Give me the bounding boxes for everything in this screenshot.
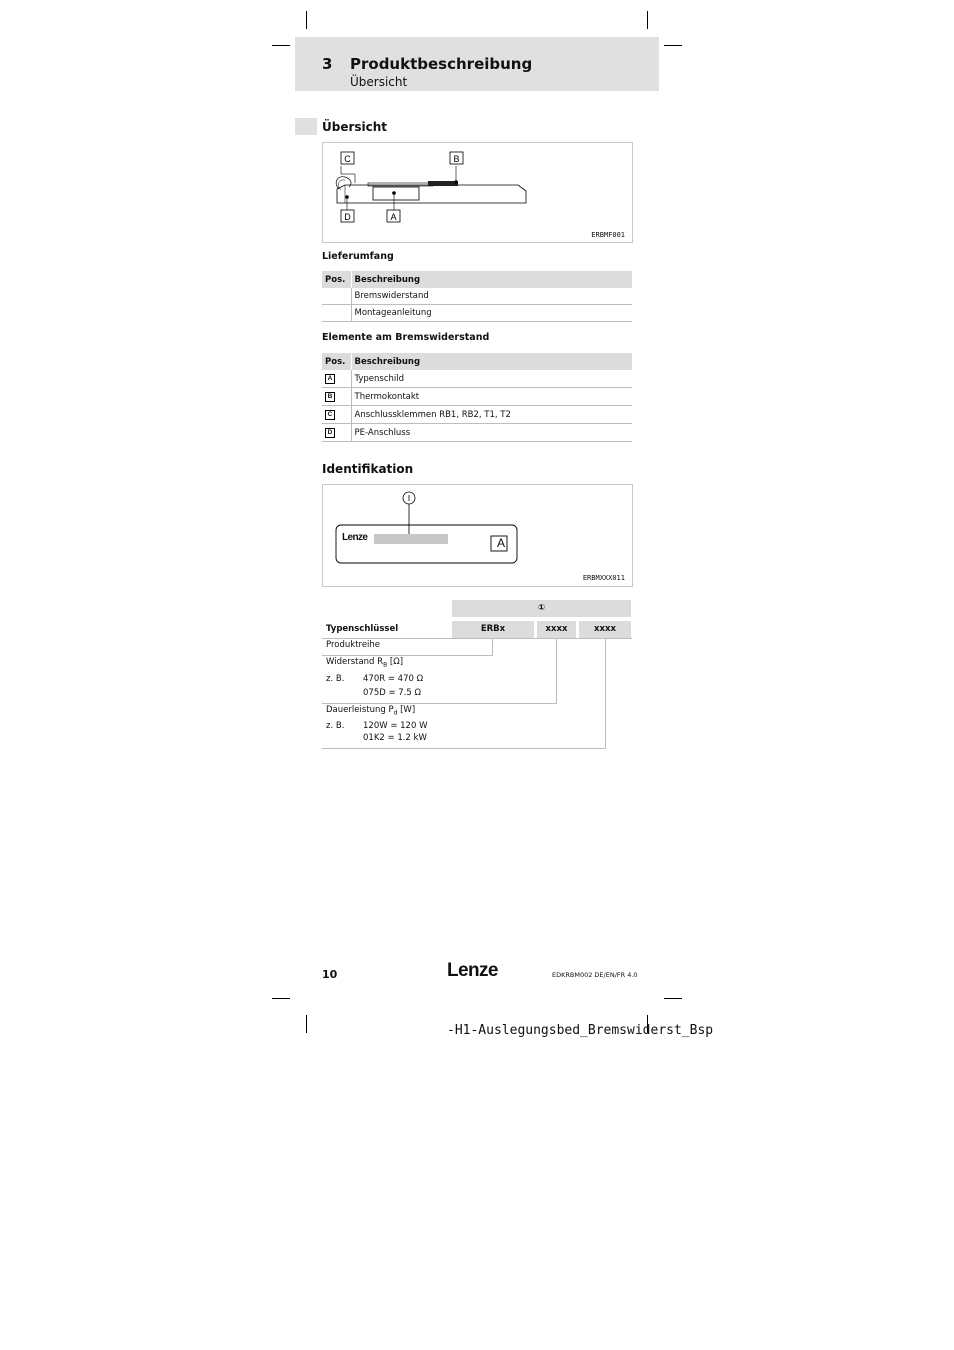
desc-cell: PE-Anschluss bbox=[351, 424, 632, 442]
desc-cell: Anschlussklemmen RB1, RB2, T1, T2 bbox=[351, 406, 632, 424]
pos-cell bbox=[322, 288, 351, 305]
delivery-table bbox=[322, 271, 632, 322]
desc-cell: Bremswiderstand bbox=[351, 288, 632, 305]
resistance-example-1: 470R = 470 Ω bbox=[363, 674, 424, 684]
col-xxxx-1: xxxx bbox=[537, 621, 576, 638]
identification-figure bbox=[322, 484, 633, 587]
plate-label-a: A bbox=[496, 536, 505, 550]
crop-mark bbox=[272, 45, 290, 46]
type-code-label: Typenschlüssel bbox=[326, 624, 399, 634]
table-row bbox=[322, 305, 632, 322]
crop-mark bbox=[272, 998, 290, 999]
pos-c-box: C bbox=[325, 410, 335, 420]
product-series: Produktreihe bbox=[326, 640, 381, 650]
identification-title: Identifikation bbox=[322, 462, 414, 476]
label-b: B bbox=[453, 154, 460, 164]
plate-brand-logo: Lenze bbox=[342, 532, 368, 543]
label-c: C bbox=[344, 154, 351, 164]
table-header bbox=[322, 271, 632, 288]
crop-mark bbox=[306, 1015, 307, 1033]
overview-title: Übersicht bbox=[322, 120, 388, 134]
table-row bbox=[322, 288, 632, 305]
lenze-logo: Lenze bbox=[447, 960, 498, 981]
power-example-1: 120W = 120 W bbox=[363, 721, 428, 731]
type-code-callout: ① bbox=[452, 600, 631, 617]
chapter-title: Produktbeschreibung bbox=[350, 55, 533, 73]
bracket-line bbox=[492, 639, 493, 656]
resistance-label: Widerstand $R_B$ [Ω] bbox=[326, 657, 404, 669]
col-desc: Beschreibung bbox=[351, 353, 632, 370]
resistance-example-2: 075D = 7.5 Ω bbox=[363, 688, 422, 698]
crop-mark bbox=[664, 998, 682, 999]
col-xxxx-2: xxxx bbox=[579, 621, 631, 638]
bracket-line bbox=[556, 639, 557, 704]
pos-d-box: D bbox=[325, 428, 335, 438]
label-a: A bbox=[390, 212, 397, 222]
chapter-subtitle: Übersicht bbox=[350, 75, 408, 89]
desc-cell: Thermokontakt bbox=[351, 388, 632, 406]
elements-title: Elemente am Bremswiderstand bbox=[322, 332, 490, 343]
header-rule bbox=[322, 638, 632, 639]
table-row bbox=[322, 424, 632, 442]
elements-table bbox=[322, 353, 632, 442]
col-pos: Pos. bbox=[322, 353, 351, 370]
bracket-line bbox=[322, 703, 557, 704]
power-label: Dauerleistung $P_d$ [W] bbox=[326, 705, 416, 717]
example-prefix: z. B. bbox=[326, 674, 345, 684]
table-row bbox=[322, 406, 632, 424]
figure-code: ERBMF001 bbox=[591, 231, 625, 239]
section-marker bbox=[295, 118, 317, 135]
overview-figure bbox=[322, 142, 633, 243]
file-name: -H1-Auslegungsbed_Bremswiderst_Bsp bbox=[447, 1023, 714, 1038]
table-header bbox=[322, 353, 632, 370]
bracket-line bbox=[605, 639, 606, 749]
crop-mark bbox=[664, 45, 682, 46]
col-desc: Beschreibung bbox=[351, 271, 632, 288]
col-pos: Pos. bbox=[322, 271, 351, 288]
bracket-line bbox=[322, 655, 493, 656]
crop-mark bbox=[647, 11, 648, 29]
bracket-line bbox=[322, 748, 606, 749]
brake-resistor-drawing bbox=[323, 143, 632, 242]
delivery-title: Lieferumfang bbox=[322, 251, 394, 262]
pos-b-box: B bbox=[325, 392, 335, 402]
desc-cell: Montageanleitung bbox=[351, 305, 632, 322]
doc-code: EDKRBM002 DE/EN/FR 4.0 bbox=[552, 971, 638, 979]
label-d: D bbox=[344, 212, 351, 222]
table-row bbox=[322, 370, 632, 388]
pos-cell bbox=[322, 305, 351, 322]
col-erbx: ERBx bbox=[452, 621, 534, 638]
example-prefix: z. B. bbox=[326, 721, 345, 731]
pos-a-box: A bbox=[325, 374, 335, 384]
table-row bbox=[322, 388, 632, 406]
crop-mark bbox=[306, 11, 307, 29]
page-number: 10 bbox=[322, 968, 338, 981]
figure-code: ERBMXXX011 bbox=[582, 574, 625, 582]
desc-cell: Typenschild bbox=[351, 370, 632, 388]
type-plate-drawing bbox=[323, 485, 632, 586]
power-example-2: 01K2 = 1.2 kW bbox=[363, 733, 427, 743]
chapter-number: 3 bbox=[322, 55, 333, 73]
